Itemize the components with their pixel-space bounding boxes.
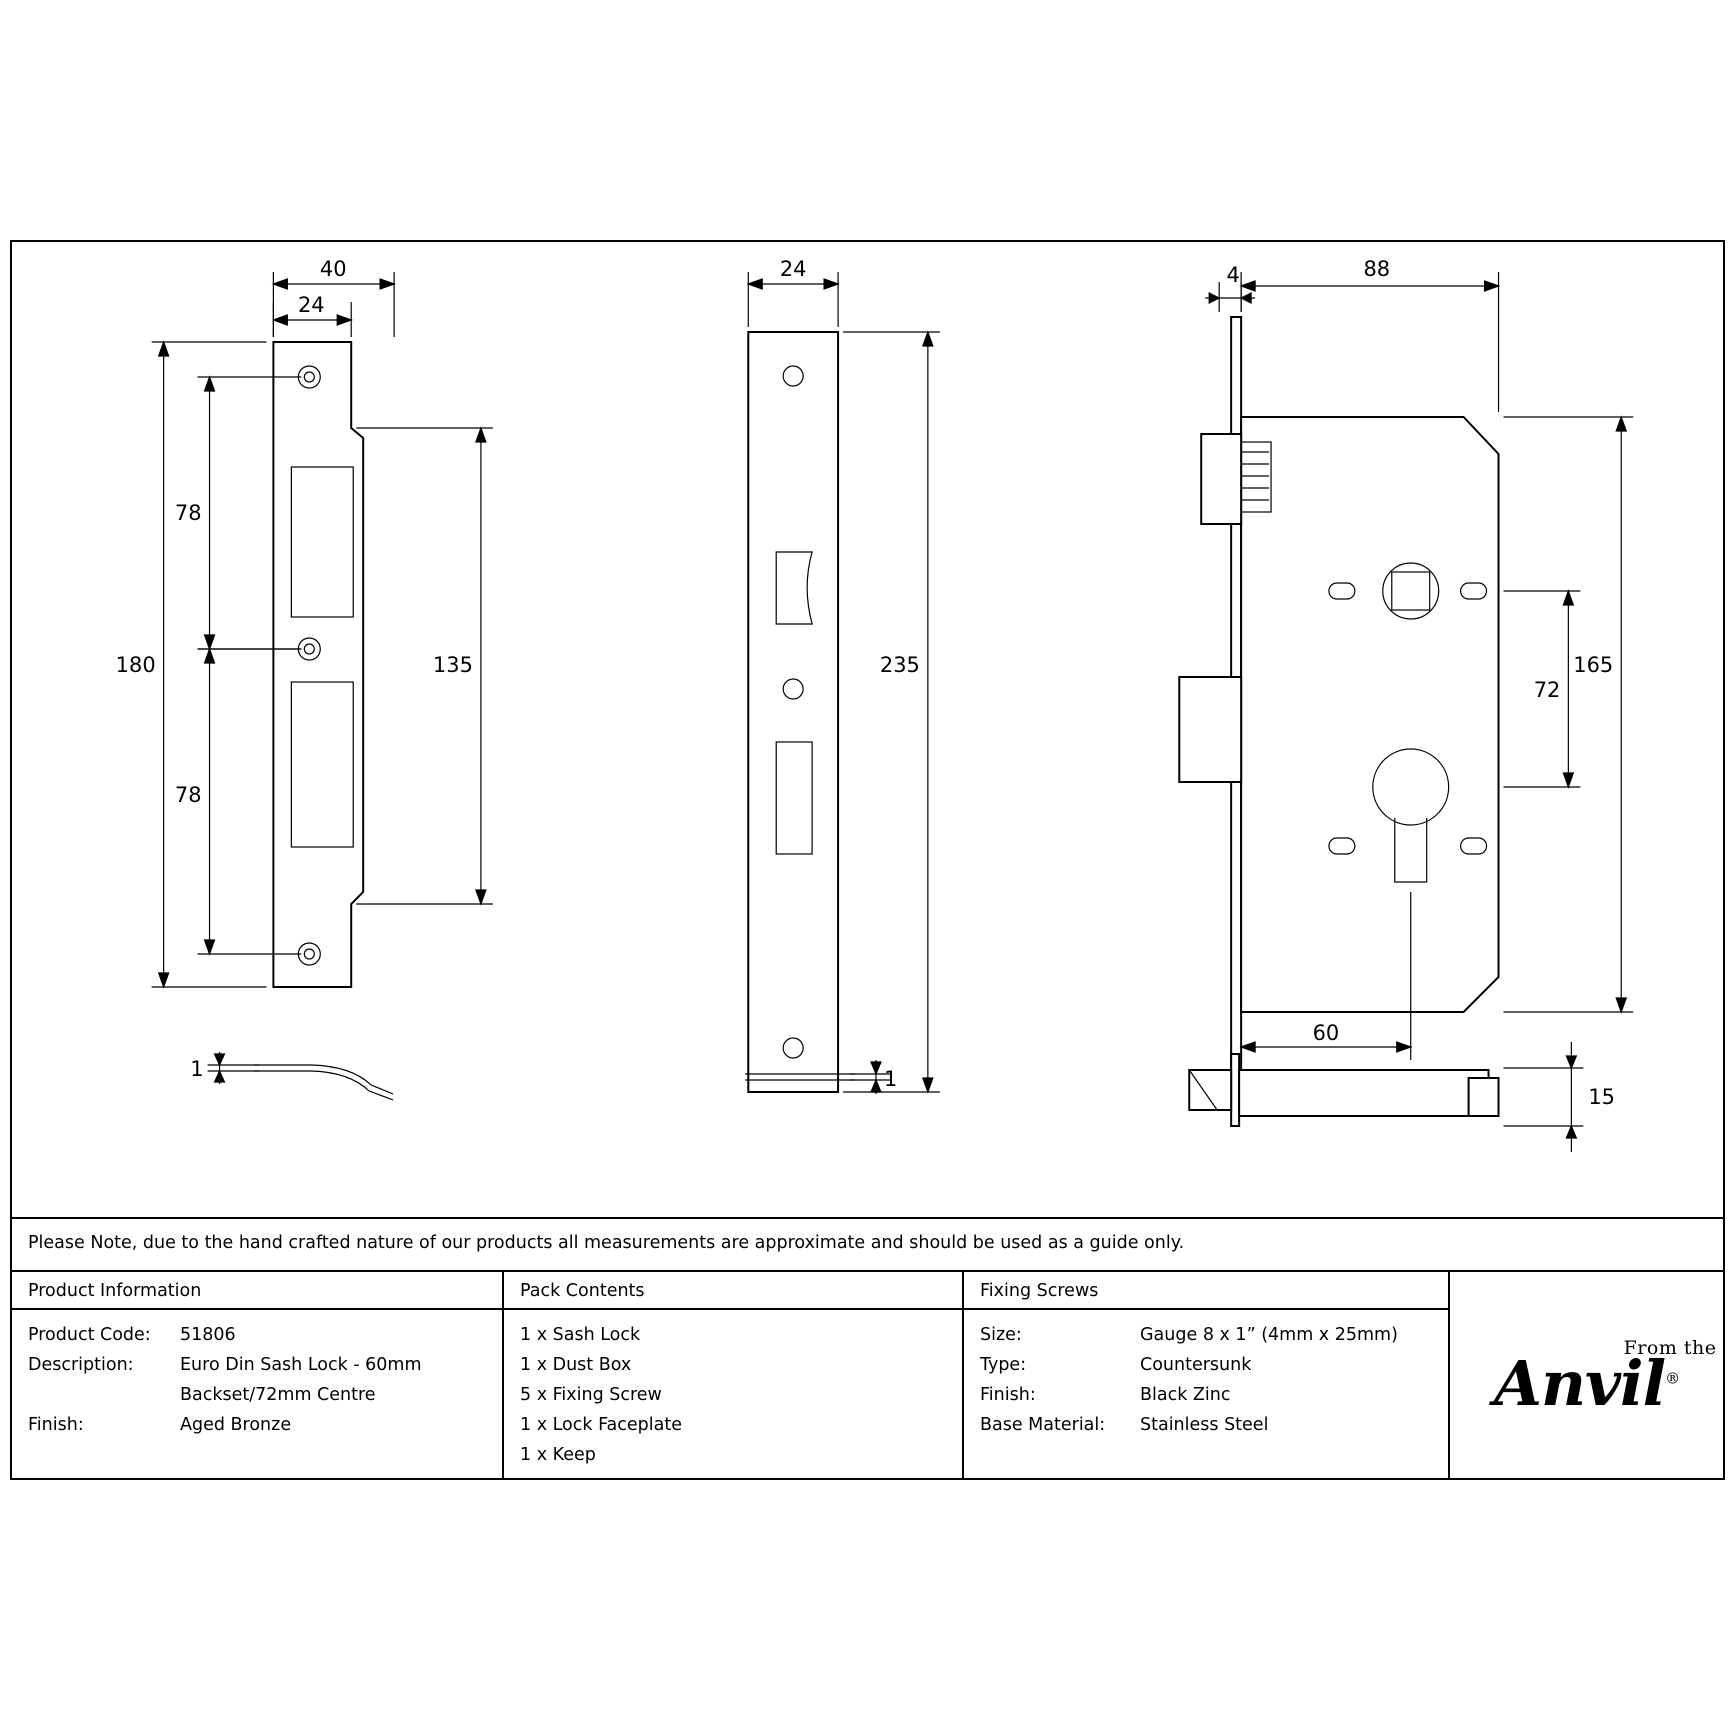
description-row	[28, 1350, 502, 1380]
screw-base-material-row	[980, 1410, 1448, 1440]
faceplate-view	[748, 332, 838, 1092]
dim-label-24-faceplate: 24	[779, 256, 807, 282]
dim-label-235: 235	[879, 652, 920, 678]
dust-box-view	[1189, 1054, 1498, 1126]
dim-label-4: 4	[1226, 262, 1240, 288]
dim-keep-width-40	[273, 272, 394, 337]
dim-label-78-bottom: 78	[174, 782, 202, 808]
pack-item: 1 x Lock Faceplate	[520, 1415, 682, 1435]
pack-contents-column	[504, 1272, 962, 1480]
dim-label-40: 40	[319, 256, 347, 282]
brand-logo	[1450, 1272, 1723, 1480]
dim-keep-thickness-1	[208, 1052, 260, 1084]
logo-wordmark: Anvil	[1493, 1347, 1666, 1420]
screw-type-value: Countersunk	[1140, 1355, 1252, 1375]
pack-contents-body	[504, 1310, 962, 1470]
dim-label-24-keep: 24	[297, 292, 325, 318]
screw-finish-row	[980, 1380, 1448, 1410]
dim-body-length-88	[1241, 272, 1498, 412]
screw-base-material-label: Base Material:	[980, 1415, 1106, 1435]
dim-label-72: 72	[1533, 677, 1561, 703]
dim-label-135: 135	[432, 652, 473, 678]
screw-base-material-value: Stainless Steel	[1140, 1415, 1269, 1435]
description-value: Euro Din Sash Lock - 60mm	[180, 1355, 422, 1375]
product-information-column	[12, 1272, 502, 1480]
dim-label-15: 15	[1588, 1084, 1615, 1110]
dim-label-165: 165	[1573, 652, 1614, 678]
product-information-body	[12, 1310, 502, 1440]
description-row-cont	[28, 1380, 502, 1410]
dim-label-78-top: 78	[174, 500, 202, 526]
dim-label-keep-thickness: 1	[190, 1056, 204, 1082]
product-code-row	[28, 1320, 502, 1350]
screw-type-row	[980, 1350, 1448, 1380]
note-text: Please Note, due to the hand crafted nature of our products all measurements are approximate and should be used as a guide only.	[28, 1233, 1185, 1253]
fixing-screws-column	[964, 1272, 1448, 1480]
product-code-value: 51806	[180, 1325, 236, 1345]
fixing-screws-header-label: Fixing Screws	[980, 1281, 1099, 1301]
screw-size-value: Gauge 8 x 1” (4mm x 25mm)	[1140, 1325, 1398, 1345]
product-code-label: Product Code:	[28, 1325, 151, 1345]
note-row	[12, 1217, 1723, 1270]
registered-mark: ®	[1665, 1369, 1680, 1388]
product-information-header-label: Product Information	[28, 1281, 202, 1301]
dim-label-88: 88	[1363, 256, 1391, 282]
finish-value: Aged Bronze	[180, 1415, 292, 1435]
dim-label-180: 180	[115, 652, 156, 678]
screw-finish-label: Finish:	[980, 1385, 1036, 1405]
info-table	[12, 1270, 1723, 1480]
pack-item: 5 x Fixing Screw	[520, 1385, 662, 1405]
drawing-svg	[12, 242, 1723, 1217]
fixing-screws-header	[964, 1272, 1448, 1310]
pack-contents-header	[504, 1272, 962, 1310]
lock-body-view	[1179, 317, 1498, 1107]
logo-top-text: From the	[1623, 1337, 1717, 1359]
dim-faceplate-height-235	[843, 332, 940, 1092]
finish-label: Finish:	[28, 1415, 84, 1435]
screw-size-label: Size:	[980, 1325, 1022, 1345]
fixing-screws-body	[964, 1310, 1448, 1440]
pack-item: 1 x Sash Lock	[520, 1325, 641, 1345]
drawing-sheet	[10, 240, 1725, 1480]
screw-finish-value: Black Zinc	[1140, 1385, 1231, 1405]
keep-side-profile	[254, 1065, 393, 1100]
pack-item: 1 x Keep	[520, 1445, 596, 1465]
dim-label-faceplate-thickness: 1	[883, 1066, 898, 1092]
product-information-header	[12, 1272, 502, 1310]
screw-size-row	[980, 1320, 1448, 1350]
description-value-cont: Backset/72mm Centre	[180, 1385, 376, 1405]
technical-drawing-area	[12, 242, 1723, 1217]
pack-item: 1 x Dust Box	[520, 1355, 632, 1375]
screw-type-label: Type:	[980, 1355, 1027, 1375]
description-label: Description:	[28, 1355, 134, 1375]
dim-label-60: 60	[1312, 1020, 1340, 1046]
pack-contents-header-label: Pack Contents	[520, 1281, 645, 1301]
dim-dustbox-15	[1504, 1042, 1584, 1152]
finish-row	[28, 1410, 502, 1440]
keep-plate-view	[273, 342, 363, 987]
